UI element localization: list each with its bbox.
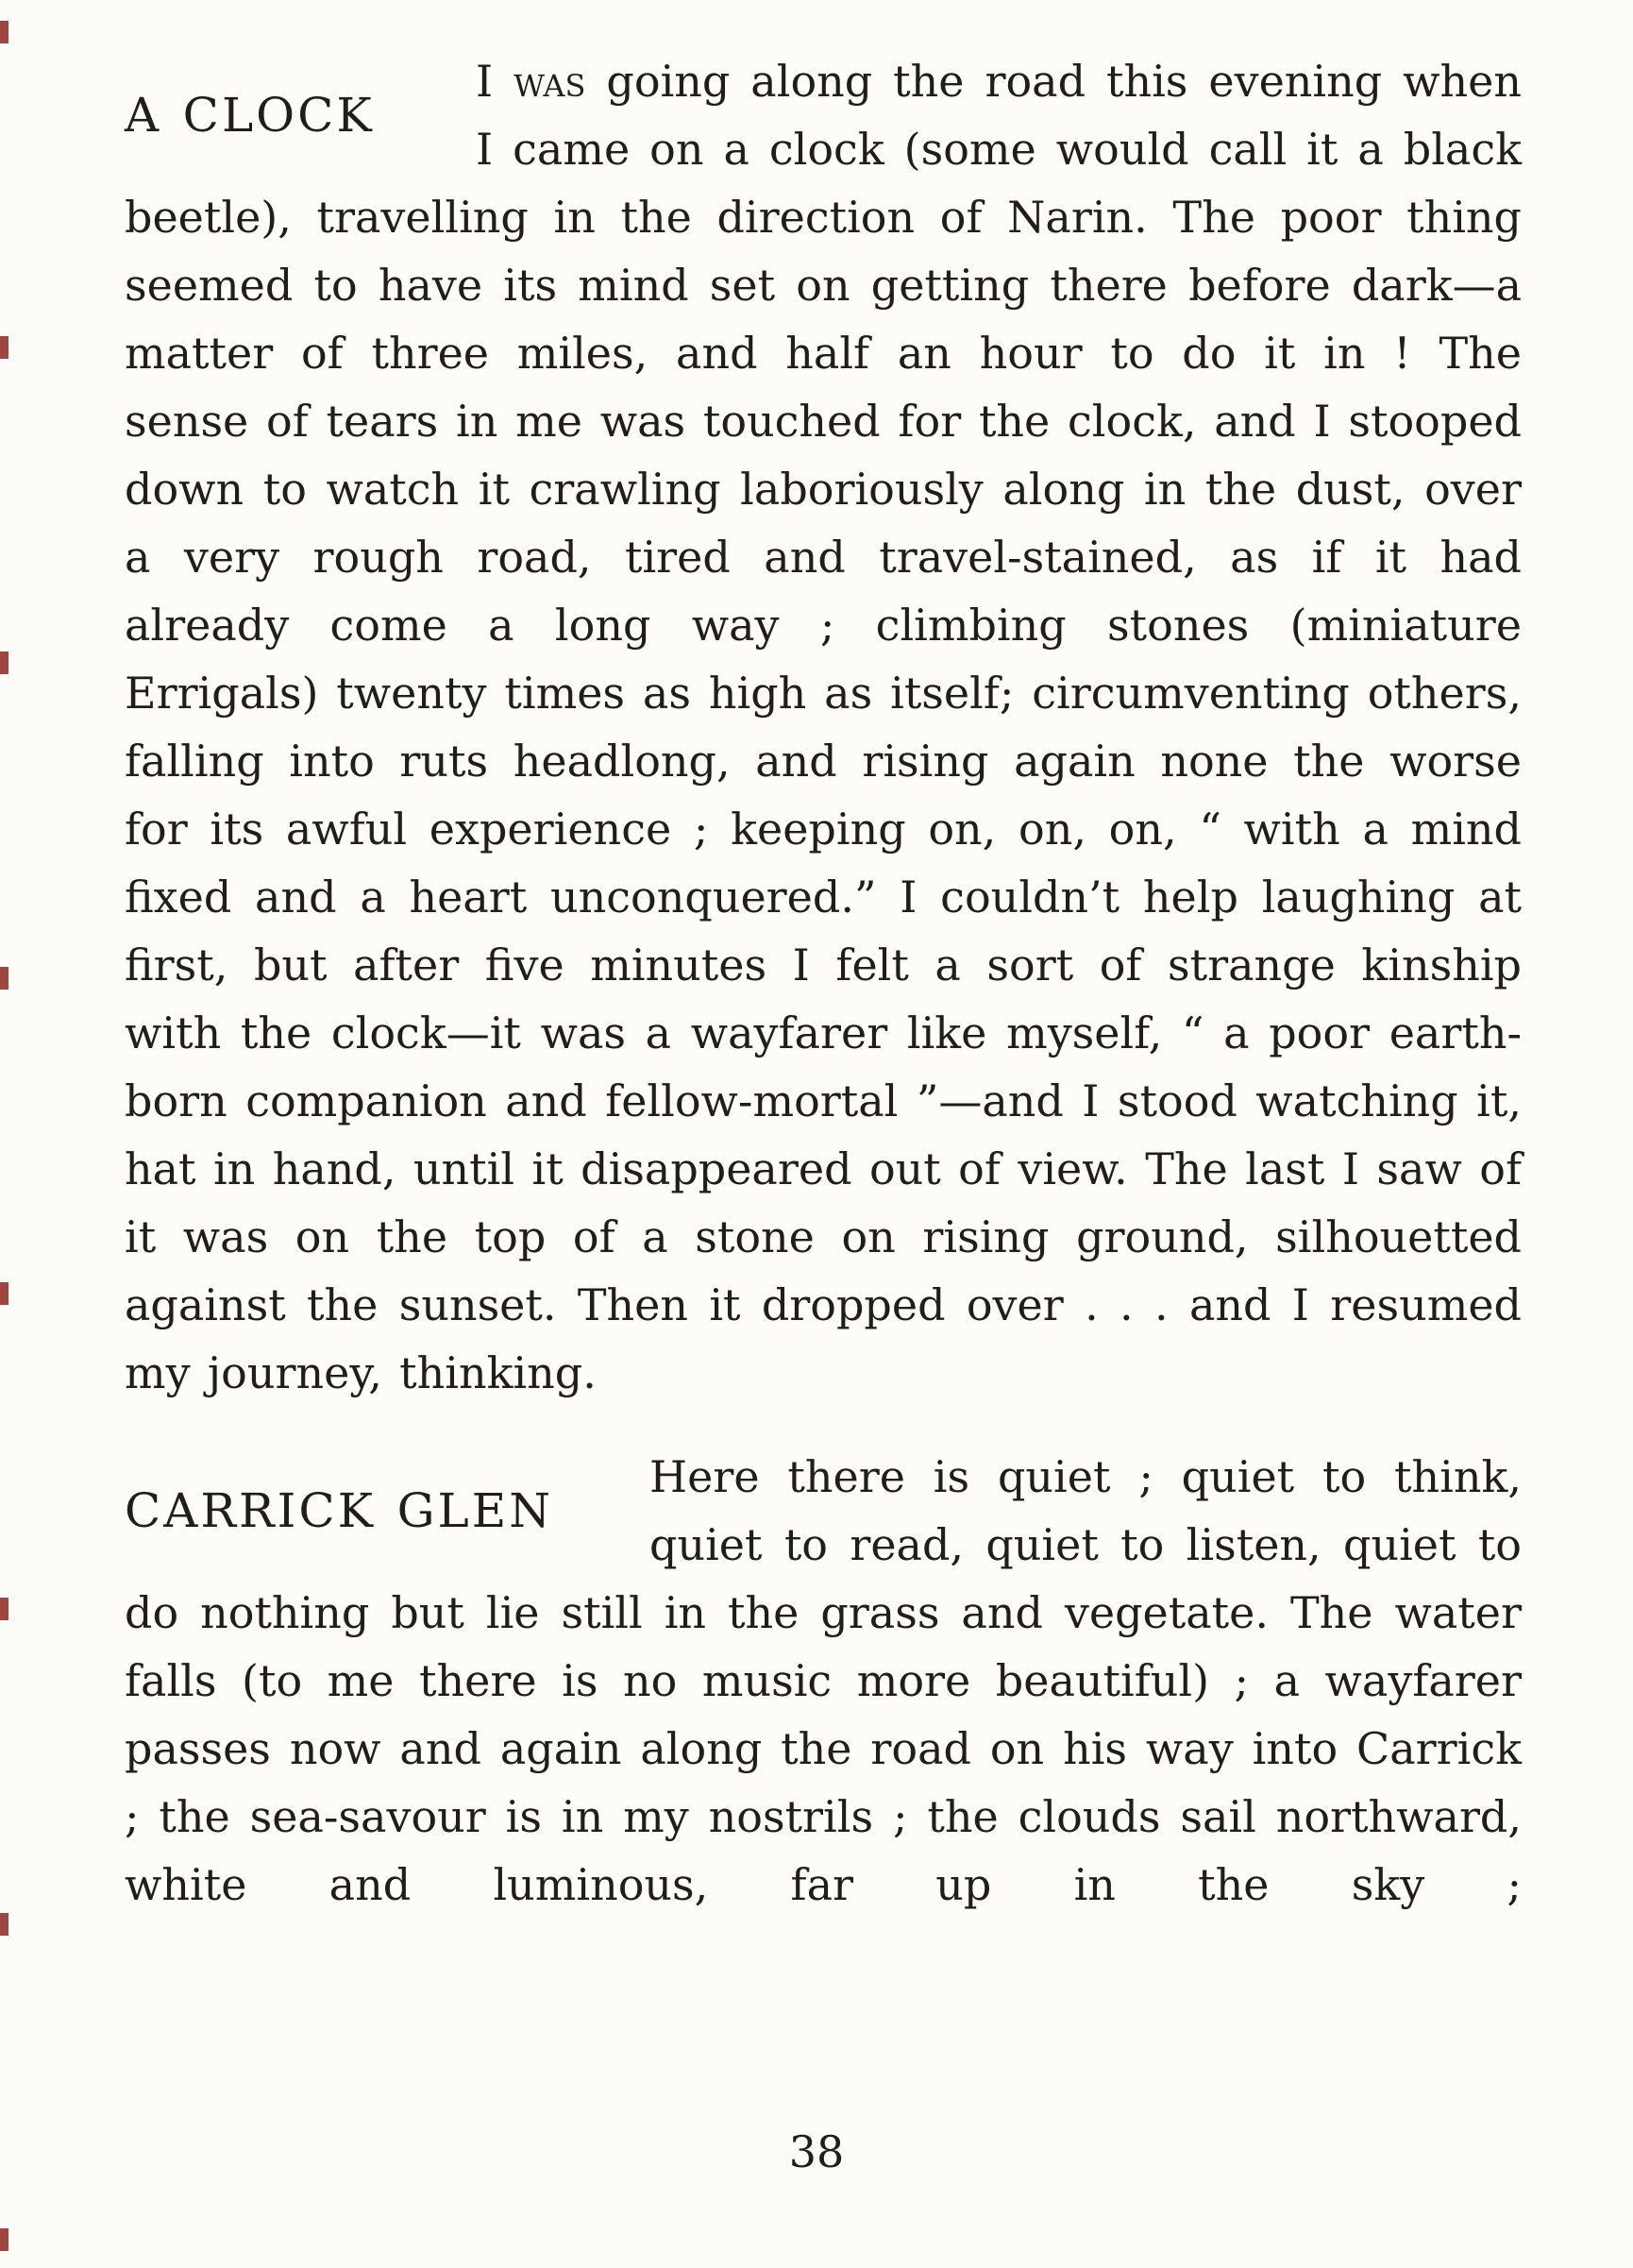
section-a-clock bbox=[125, 47, 1522, 1407]
scan-artifact-mark bbox=[0, 21, 8, 43]
scan-artifact-mark bbox=[0, 2228, 8, 2251]
scan-artifact-mark bbox=[0, 336, 8, 359]
scan-artifact-mark bbox=[0, 1282, 8, 1305]
page-number: 38 bbox=[788, 2126, 845, 2177]
scan-artifact-mark bbox=[0, 1598, 8, 1620]
scan-artifact-mark bbox=[0, 967, 8, 990]
section-carrick-glen bbox=[125, 1443, 1522, 1919]
lead-in-small-caps: I was bbox=[476, 56, 586, 107]
section-carrick-glen-text: Here there is quiet ; quiet to think, quiet to read, quiet to listen, quiet to do nothing but lie still in the grass and vegetate. The water falls (to me there is no music more beautiful) ; a wayfarer passes now and again along the road on his way into Carrick ; the sea-savour is in my nostrils ; the clouds sail northward, white and luminous, far up in the sky ; bbox=[125, 1451, 1522, 1910]
section-heading-a-clock: A CLOCK bbox=[125, 88, 375, 143]
section-a-clock-text: going along the road this evening when I came on a clock (some would call it a black beetle), travelling in the direction of Narin. The poor thing seemed to have its mind set on getting there before dark—a matter of three miles, and half an hour to do it in ! The sense of tears in me was touched for the clock, and I stooped down to watch it crawling laboriously along in the dust, over a very rough road, tired and travel-stained, as if it had already come a long way ; climbing stones (miniature Errigals) twenty times as high as itself; circumventing others, falling into ruts headlong, and rising again none the worse for its awful experience ; keeping on, on, on, “ with a mind fixed and a heart unconquered.” I couldn’t help laughing at first, but after five minutes I felt a sort of strange kinship with the clock—it was a wayfarer like myself, “ a poor earth-born companion and fellow-mortal ”—and I stood watching it, hat in hand, until it disappeared out of view. The last I saw of it was on the top of a stone on rising ground, silhouetted against the sunset. Then it dropped over . . . and I resumed my journey, thinking. bbox=[125, 56, 1523, 1398]
section-heading-carrick-glen: CARRICK GLEN bbox=[125, 1483, 553, 1538]
scan-artifact-mark bbox=[0, 652, 8, 674]
text-block bbox=[125, 47, 1522, 1919]
scan-artifact-mark bbox=[0, 1913, 8, 1936]
